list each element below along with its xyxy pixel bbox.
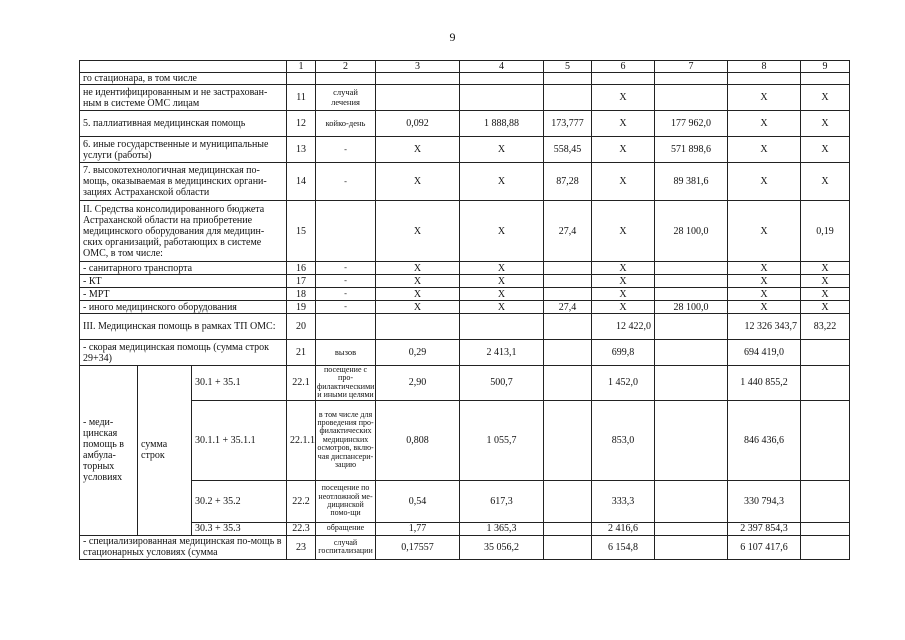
cell-c5 bbox=[544, 522, 592, 535]
row-code: 17 bbox=[287, 275, 316, 288]
cell-c7: 28 100,0 bbox=[655, 201, 728, 262]
cell-c5 bbox=[544, 480, 592, 522]
cell-c7 bbox=[655, 340, 728, 366]
cell-unit: - bbox=[316, 288, 376, 301]
cell-c3: 0,092 bbox=[376, 111, 460, 137]
cell-c5 bbox=[544, 535, 592, 559]
cell-c5 bbox=[544, 400, 592, 480]
table-row bbox=[80, 85, 850, 111]
cell-c6: 12 422,0 bbox=[592, 314, 655, 340]
cell-c9: 83,22 bbox=[801, 314, 850, 340]
cell-c3: 1,77 bbox=[376, 522, 460, 535]
cell-c5: 27,4 bbox=[544, 201, 592, 262]
row-name: - МРТ bbox=[80, 288, 287, 301]
cell-c7 bbox=[655, 262, 728, 275]
header-cell: 7 bbox=[655, 61, 728, 73]
row-code: 20 bbox=[287, 314, 316, 340]
cell-c7 bbox=[655, 480, 728, 522]
table-row bbox=[80, 111, 850, 137]
cell-c6: 699,8 bbox=[592, 340, 655, 366]
row-code: 18 bbox=[287, 288, 316, 301]
cell-c8: 6 107 417,6 bbox=[728, 535, 801, 559]
cell-c5 bbox=[544, 314, 592, 340]
table-row bbox=[80, 522, 850, 535]
row-name: го стационара, в том числе bbox=[80, 73, 287, 85]
table-row bbox=[80, 340, 850, 366]
cell-unit bbox=[316, 314, 376, 340]
cell-c7 bbox=[655, 400, 728, 480]
cell-c3: Х bbox=[376, 301, 460, 314]
cell-c3: 0,17557 bbox=[376, 535, 460, 559]
cell-c7 bbox=[655, 275, 728, 288]
cell-c3: 0,808 bbox=[376, 400, 460, 480]
cell-c8: Х bbox=[728, 262, 801, 275]
cell-unit: вызов bbox=[316, 340, 376, 366]
cell-c8: 2 397 854,3 bbox=[728, 522, 801, 535]
cell-unit: посещение по неотложной ме-дицинской помо-щи bbox=[316, 480, 376, 522]
cell-c5: 87,28 bbox=[544, 163, 592, 201]
cell-c5 bbox=[544, 275, 592, 288]
data-table bbox=[79, 60, 850, 560]
cell-c4: 2 413,1 bbox=[460, 340, 544, 366]
cell-c4: 1 365,3 bbox=[460, 522, 544, 535]
cell-c9 bbox=[801, 340, 850, 366]
cell-c4: Х bbox=[460, 301, 544, 314]
cell-c9: Х bbox=[801, 111, 850, 137]
cell-unit: - bbox=[316, 301, 376, 314]
cell-c3 bbox=[376, 85, 460, 111]
cell-c9: Х bbox=[801, 137, 850, 163]
cell-c9 bbox=[801, 522, 850, 535]
cell-c7 bbox=[655, 535, 728, 559]
table-row bbox=[80, 400, 850, 480]
cell-unit: случай госпитализации bbox=[316, 535, 376, 559]
row-name: не идентифицированным и не застрахован-ным в системе ОМС лицам bbox=[80, 85, 287, 111]
cell-c9: Х bbox=[801, 262, 850, 275]
table-row bbox=[80, 275, 850, 288]
cell-c4: Х bbox=[460, 201, 544, 262]
cell-c9: 0,19 bbox=[801, 201, 850, 262]
header-row bbox=[80, 61, 850, 73]
table-row bbox=[80, 137, 850, 163]
cell-c3: 2,90 bbox=[376, 366, 460, 401]
row-code: 21 bbox=[287, 340, 316, 366]
cell-c6: 1 452,0 bbox=[592, 366, 655, 401]
cell-c6: Х bbox=[592, 262, 655, 275]
group-sum-label: сумма строк bbox=[138, 366, 192, 536]
cell-c7: 177 962,0 bbox=[655, 111, 728, 137]
cell-unit: в том числе для проведения про-филактических медицинских осмотров, вклю-чая диспансери-зацию bbox=[316, 400, 376, 480]
cell-c9 bbox=[801, 366, 850, 401]
table-row bbox=[80, 288, 850, 301]
cell-c5: 27,4 bbox=[544, 301, 592, 314]
table-row bbox=[80, 366, 850, 401]
cell-c5 bbox=[544, 262, 592, 275]
row-name: - КТ bbox=[80, 275, 287, 288]
table-row bbox=[80, 301, 850, 314]
cell-c7 bbox=[655, 314, 728, 340]
cell-c7 bbox=[655, 288, 728, 301]
cell-c3 bbox=[376, 314, 460, 340]
cell-c6: 853,0 bbox=[592, 400, 655, 480]
cell-c6: Х bbox=[592, 275, 655, 288]
row-sub: 30.1 + 35.1 bbox=[192, 366, 287, 401]
row-code: 19 bbox=[287, 301, 316, 314]
header-cell: 9 bbox=[801, 61, 850, 73]
table-row bbox=[80, 73, 850, 85]
cell-c6: 6 154,8 bbox=[592, 535, 655, 559]
table-row bbox=[80, 480, 850, 522]
cell-c6: 333,3 bbox=[592, 480, 655, 522]
cell-c3: 0,54 bbox=[376, 480, 460, 522]
cell-c4 bbox=[460, 314, 544, 340]
cell-unit: - bbox=[316, 262, 376, 275]
cell-c9: Х bbox=[801, 163, 850, 201]
cell-c5: 558,45 bbox=[544, 137, 592, 163]
cell-c8: Х bbox=[728, 301, 801, 314]
cell-c6: Х bbox=[592, 137, 655, 163]
header-cell: 3 bbox=[376, 61, 460, 73]
row-code: 11 bbox=[287, 85, 316, 111]
cell-c3: Х bbox=[376, 137, 460, 163]
cell-c8: 1 440 855,2 bbox=[728, 366, 801, 401]
cell-c6: Х bbox=[592, 163, 655, 201]
cell-c8: Х bbox=[728, 111, 801, 137]
cell-c3: 0,29 bbox=[376, 340, 460, 366]
row-sub: 30.1.1 + 35.1.1 bbox=[192, 400, 287, 480]
cell-c6: Х bbox=[592, 301, 655, 314]
cell-c8: Х bbox=[728, 275, 801, 288]
cell-c6: Х bbox=[592, 288, 655, 301]
cell-c3: Х bbox=[376, 262, 460, 275]
group-label: - меди-цинская помощь в амбула-торных условиях bbox=[80, 366, 138, 536]
row-code: 22.1.1 bbox=[287, 400, 316, 480]
cell-c7 bbox=[655, 522, 728, 535]
cell-c4: Х bbox=[460, 262, 544, 275]
cell-c8: 12 326 343,7 bbox=[728, 314, 801, 340]
cell-c5 bbox=[544, 288, 592, 301]
cell-c9: Х bbox=[801, 85, 850, 111]
row-code: 23 bbox=[287, 535, 316, 559]
cell-c6: Х bbox=[592, 85, 655, 111]
cell-unit: обращение bbox=[316, 522, 376, 535]
cell-unit: посещение с про-филактическими и иными целями bbox=[317, 365, 375, 400]
cell-c5: 173,777 bbox=[544, 111, 592, 137]
row-name: - санитарного транспорта bbox=[80, 262, 287, 275]
cell-c4: Х bbox=[460, 288, 544, 301]
cell-c9 bbox=[801, 480, 850, 522]
cell-c8: Х bbox=[728, 288, 801, 301]
row-code: 22.1 bbox=[287, 366, 316, 401]
cell-unit: койко-день bbox=[316, 111, 376, 137]
cell-c4: 617,3 bbox=[460, 480, 544, 522]
table-row bbox=[80, 201, 850, 262]
cell-c7: 571 898,6 bbox=[655, 137, 728, 163]
cell-c9 bbox=[801, 400, 850, 480]
row-name: 5. паллиативная медицинская помощь bbox=[80, 111, 287, 137]
cell-c8: Х bbox=[728, 201, 801, 262]
cell-c7 bbox=[655, 366, 728, 401]
row-code: 22.2 bbox=[287, 480, 316, 522]
cell-c4: 1 055,7 bbox=[460, 400, 544, 480]
cell-c8: 694 419,0 bbox=[728, 340, 801, 366]
table-row bbox=[80, 314, 850, 340]
row-name: II. Средства консолидированного бюджета Астраханской области на приобретение медицинского оборудования для медицин-ских организаций, работающих в системе ОМС, в том числе: bbox=[80, 201, 287, 262]
cell-c8: 330 794,3 bbox=[728, 480, 801, 522]
header-cell: 5 bbox=[544, 61, 592, 73]
cell-c3: Х bbox=[376, 163, 460, 201]
cell-c5 bbox=[544, 366, 592, 401]
row-sub: 30.2 + 35.2 bbox=[192, 480, 287, 522]
row-name: 7. высокотехнологичная медицинская по-мощь, оказываемая в медицинских органи-зациях Астраханской области bbox=[80, 163, 287, 201]
cell-c4: 500,7 bbox=[460, 366, 544, 401]
row-code: 14 bbox=[287, 163, 316, 201]
cell-c9: Х bbox=[801, 301, 850, 314]
cell-unit: - bbox=[316, 137, 376, 163]
row-name: - скорая медицинская помощь (сумма строк 29+34) bbox=[80, 340, 287, 366]
table-row bbox=[80, 262, 850, 275]
cell-c4 bbox=[460, 85, 544, 111]
cell-c3: Х bbox=[376, 288, 460, 301]
cell-unit bbox=[316, 201, 376, 262]
cell-unit: - bbox=[316, 163, 376, 201]
cell-c4: 35 056,2 bbox=[460, 535, 544, 559]
row-name: 6. иные государственные и муниципальные услуги (работы) bbox=[80, 137, 287, 163]
table-row bbox=[80, 163, 850, 201]
cell-c9: Х bbox=[801, 275, 850, 288]
row-sub: 30.3 + 35.3 bbox=[192, 522, 287, 535]
row-code: 13 bbox=[287, 137, 316, 163]
row-name: III. Медицинская помощь в рамках ТП ОМС: bbox=[80, 314, 287, 340]
cell-c3: Х bbox=[376, 201, 460, 262]
cell-c8: Х bbox=[728, 85, 801, 111]
cell-unit: - bbox=[316, 275, 376, 288]
cell-c5 bbox=[544, 340, 592, 366]
cell-c7: 89 381,6 bbox=[655, 163, 728, 201]
cell-c8: 846 436,6 bbox=[728, 400, 801, 480]
header-cell: 2 bbox=[316, 61, 376, 73]
header-cell: 8 bbox=[728, 61, 801, 73]
header-cell bbox=[80, 61, 287, 73]
cell-c5 bbox=[544, 85, 592, 111]
cell-c6: 2 416,6 bbox=[592, 522, 655, 535]
cell-c7: 28 100,0 bbox=[655, 301, 728, 314]
header-cell: 1 bbox=[287, 61, 316, 73]
cell-c4: 1 888,88 bbox=[460, 111, 544, 137]
cell-c7 bbox=[655, 85, 728, 111]
cell-c3: Х bbox=[376, 275, 460, 288]
cell-c4: Х bbox=[460, 163, 544, 201]
page-number: 9 bbox=[449, 30, 456, 44]
cell-c6: Х bbox=[592, 111, 655, 137]
cell-c6: Х bbox=[592, 201, 655, 262]
row-name: - иного медицинского оборудования bbox=[80, 301, 287, 314]
header-cell: 6 bbox=[592, 61, 655, 73]
cell-c9 bbox=[801, 535, 850, 559]
row-code: 22.3 bbox=[287, 522, 316, 535]
table-row bbox=[80, 535, 850, 559]
row-code: 15 bbox=[287, 201, 316, 262]
cell-c4: Х bbox=[460, 137, 544, 163]
cell-c8: Х bbox=[728, 163, 801, 201]
header-cell: 4 bbox=[460, 61, 544, 73]
cell-c4: Х bbox=[460, 275, 544, 288]
row-code: 12 bbox=[287, 111, 316, 137]
cell-unit: случай лечения bbox=[316, 85, 376, 111]
row-name: - специализированная медицинская по-мощь в стационарных условиях (сумма bbox=[80, 535, 287, 559]
cell-c9: Х bbox=[801, 288, 850, 301]
row-code: 16 bbox=[287, 262, 316, 275]
cell-c8: Х bbox=[728, 137, 801, 163]
